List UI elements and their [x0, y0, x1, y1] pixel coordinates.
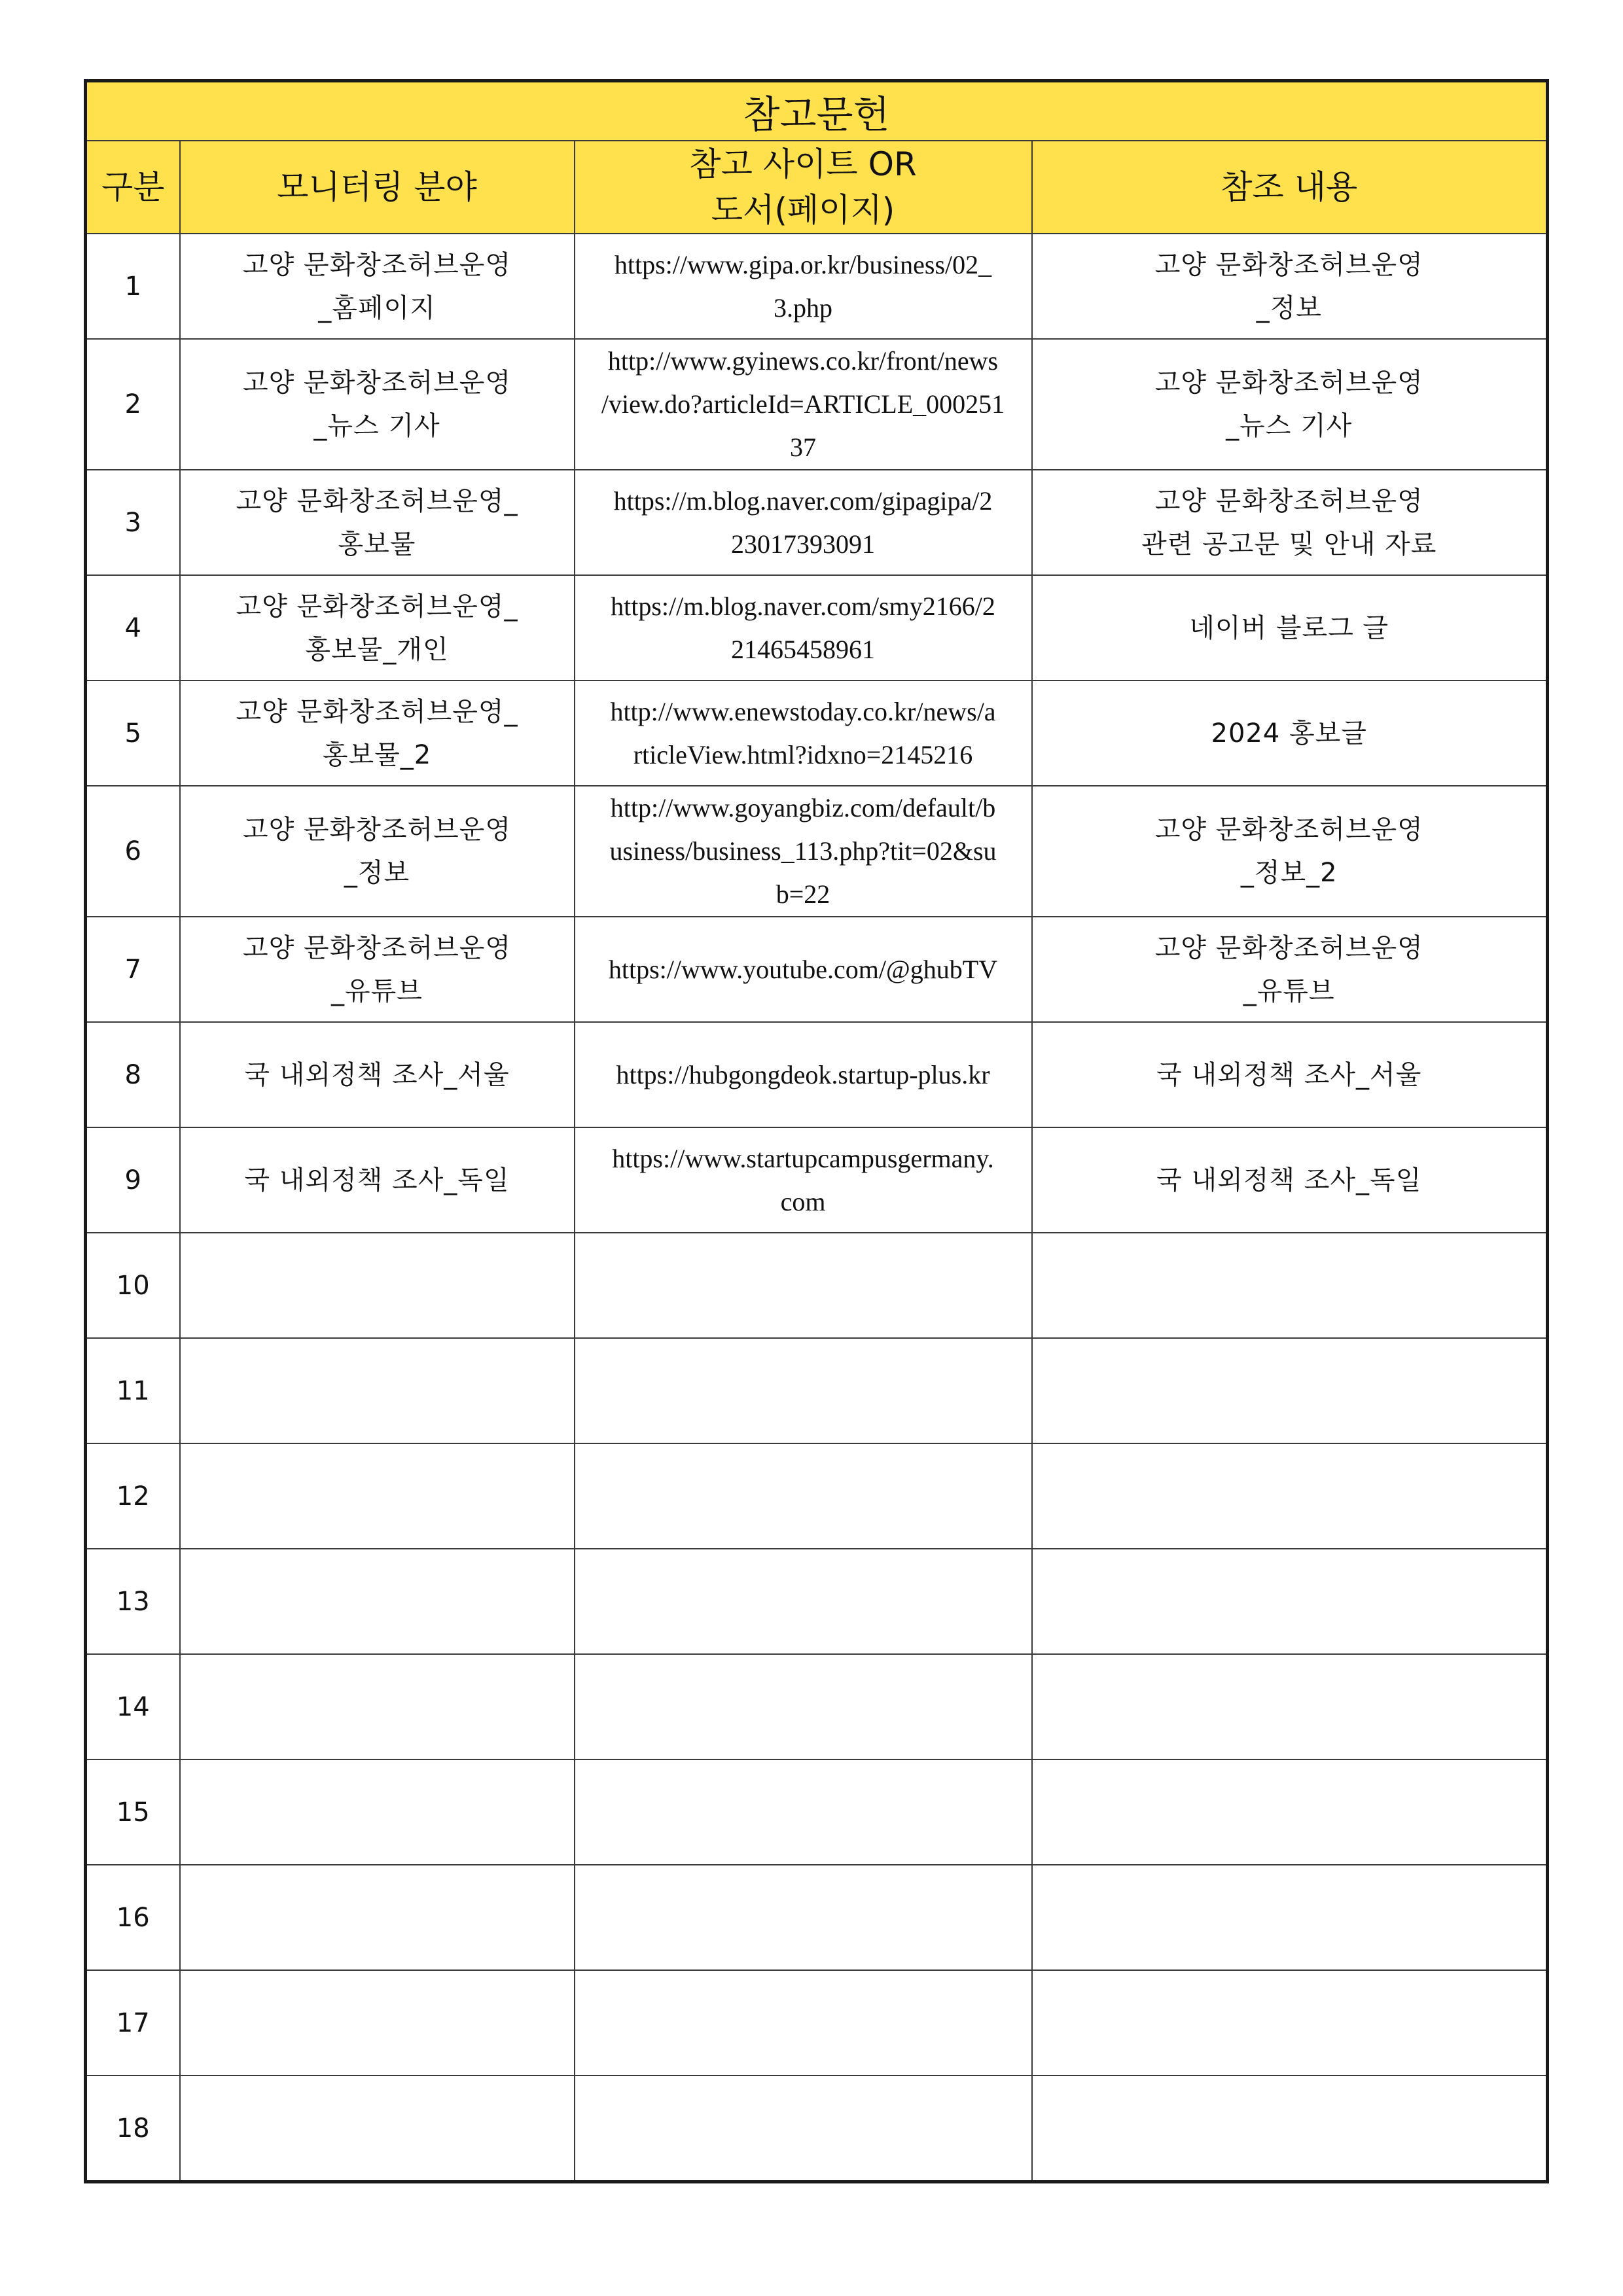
- table-row: [86, 1233, 1548, 1338]
- row-field: 국 내외정책 조사_독일: [180, 1127, 575, 1233]
- row-no: 9: [86, 1127, 180, 1233]
- row-field: 고양 문화창조허브운영 _홈페이지: [180, 234, 575, 339]
- header-no: 구분: [86, 141, 180, 234]
- table-row: [86, 339, 1548, 470]
- table-row: [86, 234, 1548, 339]
- table-row: [86, 575, 1548, 680]
- row-source: https://m.blog.naver.com/smy2166/2 21465458961: [575, 575, 1032, 680]
- row-source: http://www.enewstoday.co.kr/news/a rticleView.html?idxno=2145216: [575, 680, 1032, 786]
- row-source: [575, 1759, 1032, 1865]
- row-field: 고양 문화창조허브운영 _유튜브: [180, 917, 575, 1022]
- row-no: 16: [86, 1865, 180, 1970]
- row-field: [180, 1654, 575, 1759]
- table-row: [86, 917, 1548, 1022]
- table-row: [86, 2075, 1548, 2182]
- row-field: [180, 1970, 575, 2075]
- table-row: [86, 1338, 1548, 1443]
- row-source: https://hubgongdeok.startup-plus.kr: [575, 1022, 1032, 1127]
- row-source: https://www.gipa.or.kr/business/02_ 3.php: [575, 234, 1032, 339]
- reference-table: [84, 79, 1549, 2183]
- row-source: http://www.gyinews.co.kr/front/news /view.do?articleId=ARTICLE_000251 37: [575, 339, 1032, 470]
- row-source: http://www.goyangbiz.com/default/b usiness/business_113.php?tit=02&su b=22: [575, 786, 1032, 917]
- row-no: 8: [86, 1022, 180, 1127]
- row-field: 고양 문화창조허브운영_ 홍보물: [180, 470, 575, 575]
- table-row: [86, 1022, 1548, 1127]
- row-source: [575, 1970, 1032, 2075]
- row-source: [575, 1549, 1032, 1654]
- row-no: 11: [86, 1338, 180, 1443]
- row-no: 15: [86, 1759, 180, 1865]
- table-row: [86, 1865, 1548, 1970]
- row-field: [180, 1338, 575, 1443]
- row-source: [575, 1865, 1032, 1970]
- row-no: 6: [86, 786, 180, 917]
- row-no: 2: [86, 339, 180, 470]
- row-content: 네이버 블로그 글: [1032, 575, 1548, 680]
- table-row: [86, 1443, 1548, 1549]
- row-no: 10: [86, 1233, 180, 1338]
- table-row: [86, 1127, 1548, 1233]
- table-row: [86, 1759, 1548, 1865]
- row-field: [180, 1549, 575, 1654]
- header-source: [575, 141, 1032, 234]
- row-source: [575, 1654, 1032, 1759]
- row-source: https://www.startupcampusgermany. com: [575, 1127, 1032, 1233]
- row-content: [1032, 2075, 1548, 2182]
- row-no: 17: [86, 1970, 180, 2075]
- row-content: [1032, 1970, 1548, 2075]
- row-content: 고양 문화창조허브운영 관련 공고문 및 안내 자료: [1032, 470, 1548, 575]
- row-no: 14: [86, 1654, 180, 1759]
- row-content: [1032, 1759, 1548, 1865]
- row-no: 3: [86, 470, 180, 575]
- row-content: 고양 문화창조허브운영 _정보_2: [1032, 786, 1548, 917]
- header-source-line1: 참고 사이트 OR: [689, 145, 917, 183]
- row-content: 고양 문화창조허브운영 _정보: [1032, 234, 1548, 339]
- table-row: [86, 786, 1548, 917]
- row-no: 13: [86, 1549, 180, 1654]
- row-field: [180, 2075, 575, 2182]
- row-no: 4: [86, 575, 180, 680]
- header-source-line2: 도서(페이지): [711, 191, 895, 229]
- row-field: 고양 문화창조허브운영 _정보: [180, 786, 575, 917]
- row-source: [575, 1443, 1032, 1549]
- row-no: 7: [86, 917, 180, 1022]
- row-content: 고양 문화창조허브운영 _유튜브: [1032, 917, 1548, 1022]
- row-content: [1032, 1865, 1548, 1970]
- row-field: 고양 문화창조허브운영_ 홍보물_개인: [180, 575, 575, 680]
- table-row: [86, 1654, 1548, 1759]
- table-row: [86, 1970, 1548, 2075]
- row-field: 국 내외정책 조사_서울: [180, 1022, 575, 1127]
- table-row: [86, 1549, 1548, 1654]
- table-row: [86, 680, 1548, 786]
- header-content: 참조 내용: [1032, 141, 1548, 234]
- table-title: 참고문헌: [86, 81, 1548, 141]
- row-field: [180, 1759, 575, 1865]
- row-field: 고양 문화창조허브운영_ 홍보물_2: [180, 680, 575, 786]
- row-source: [575, 2075, 1032, 2182]
- row-content: 고양 문화창조허브운영 _뉴스 기사: [1032, 339, 1548, 470]
- row-no: 12: [86, 1443, 180, 1549]
- row-source: https://www.youtube.com/@ghubTV: [575, 917, 1032, 1022]
- header-field: 모니터링 분야: [180, 141, 575, 234]
- table-row: [86, 470, 1548, 575]
- row-no: 5: [86, 680, 180, 786]
- row-field: [180, 1233, 575, 1338]
- row-content: [1032, 1443, 1548, 1549]
- row-no: 1: [86, 234, 180, 339]
- row-source: [575, 1233, 1032, 1338]
- row-source: [575, 1338, 1032, 1443]
- row-content: [1032, 1654, 1548, 1759]
- row-content: [1032, 1233, 1548, 1338]
- row-field: [180, 1443, 575, 1549]
- row-content: 2024 홍보글: [1032, 680, 1548, 786]
- row-content: [1032, 1338, 1548, 1443]
- row-no: 18: [86, 2075, 180, 2182]
- row-source: https://m.blog.naver.com/gipagipa/2 23017393091: [575, 470, 1032, 575]
- row-content: 국 내외정책 조사_서울: [1032, 1022, 1548, 1127]
- row-field: 고양 문화창조허브운영 _뉴스 기사: [180, 339, 575, 470]
- row-content: 국 내외정책 조사_독일: [1032, 1127, 1548, 1233]
- row-field: [180, 1865, 575, 1970]
- row-content: [1032, 1549, 1548, 1654]
